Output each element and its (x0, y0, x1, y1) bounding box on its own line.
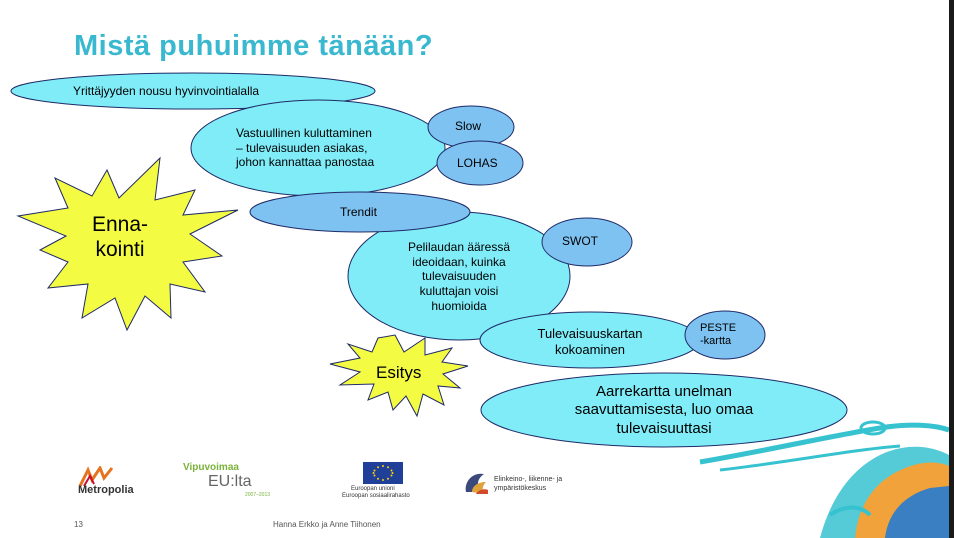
ennakointi-label: Enna- kointi (91, 213, 149, 262)
aarrekartta-label: Aarrekartta unelman saavuttamisesta, luo omaa tulevaisuuttasi (574, 383, 754, 437)
swot-label: SWOT (562, 234, 598, 248)
ely-text-2: ympäristökeskus (494, 485, 547, 492)
eu-flag-logo (342, 462, 445, 504)
eu-text-2: Euroopan sosiaalirahasto (342, 493, 410, 499)
author-footer: Hanna Erkko ja Anne Tiihonen (273, 520, 381, 529)
lohas-label: LOHAS (457, 156, 498, 170)
vastuullinen-label: Vastuullinen kuluttaminen – tulevaisuuden asiakas, johon kannattaa panostaa (236, 126, 375, 170)
eu-text-1: Euroopan unioni (351, 486, 395, 492)
page-number: 13 (74, 520, 83, 529)
vipuvoimaa-logo (183, 462, 283, 502)
eu-flag-icon (363, 462, 403, 484)
ely-text-1: Elinkeino-, liikenne- ja (494, 476, 563, 483)
metropolia-text: Metropolia (78, 484, 134, 496)
metropolia-logo (70, 466, 160, 500)
esitys-label: Esitys (376, 363, 422, 382)
yrittajyyden-label: Yrittäjyyden nousu hyvinvointialalla (73, 84, 260, 98)
slow-label: Slow (455, 119, 482, 133)
ely-logo (462, 470, 602, 500)
right-edge-bar (949, 0, 954, 538)
pelilauta-label: Pelilaudan ääressä ideoidaan, kuinka tulevaisuuden kuluttajan voisi huomioida (407, 240, 511, 313)
trendit-label: Trendit (340, 205, 377, 219)
slide-title: Mistä puhuimme tänään? (74, 30, 434, 62)
eulta-text: EU:lta (208, 473, 252, 490)
vipuvoimaa-years: 2007–2013 (245, 492, 271, 498)
peste-label: PESTE -kartta (700, 322, 737, 348)
tulevaisuuskartta-label: Tulevaisuuskartan kokoaminen (537, 326, 643, 357)
ely-mark-icon (462, 470, 490, 496)
vipuvoimaa-text: Vipuvoimaa (183, 462, 239, 473)
